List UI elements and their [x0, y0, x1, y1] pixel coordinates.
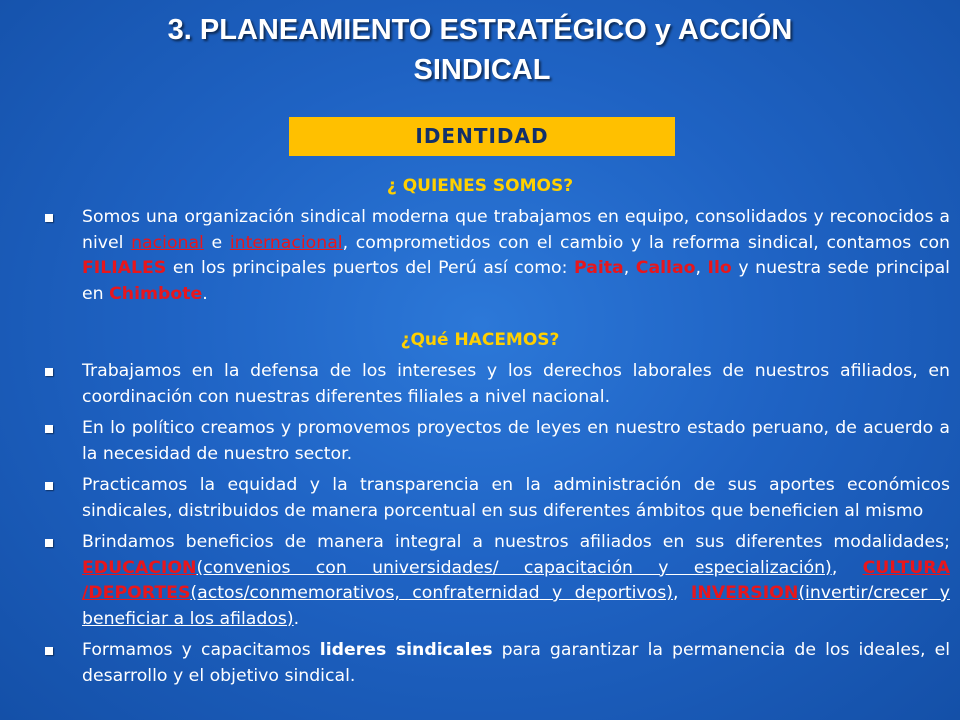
highlight-filiales: FILIALES: [82, 258, 167, 278]
what-bullet-4: [45, 530, 950, 632]
title-line-1: 3. PLANEAMIENTO ESTRATÉGICO y ACCIÓN: [167, 14, 793, 46]
slide-title: [0, 10, 960, 90]
title-line-2: SINDICAL: [413, 54, 551, 86]
text-span: y nuestra sede principal en: [82, 258, 950, 304]
text-span: Formamos y capacitamos: [82, 640, 320, 660]
text-span: ,: [695, 258, 708, 278]
text-span: En lo político creamos y promovemos proyectos de leyes en nuestro estado peruano, de acuerdo a la necesidad de nuestro sector.: [82, 418, 950, 464]
highlight-callao: Callao: [635, 258, 696, 278]
bullet-marker-icon: [45, 214, 53, 222]
bullet-marker-icon: [45, 482, 53, 490]
link-educacion[interactable]: EDUCACION: [82, 557, 197, 578]
who-list: [45, 205, 950, 307]
text-span: ,: [831, 557, 863, 578]
link-cultura-deportes[interactable]: CULTURA /DEPORTES: [82, 557, 950, 603]
bullet-marker-icon: [45, 539, 53, 547]
text-span: .: [293, 608, 300, 629]
text-span: Somos una organización sindical moderna que trabajamos en equipo, consolidados y reconocidos a nivel: [82, 207, 950, 253]
what-bullet-5: [45, 638, 950, 689]
text-span: para garantizar la permanencia de los ideales, el desarrollo y el objetivo sindical.: [82, 640, 951, 686]
bullet-marker-icon: [45, 425, 53, 433]
highlight-ilo: Ilo: [707, 258, 732, 278]
highlight-paita: Paita: [574, 258, 624, 278]
text-span: e: [203, 232, 230, 253]
what-bullet-1: [45, 359, 950, 410]
link-inversion[interactable]: INVERSION: [690, 583, 799, 603]
text-span: , comprometidos con el cambio y la reforma sindical, contamos con: [342, 232, 950, 253]
highlight-chimbote: Chimbote: [109, 283, 203, 304]
link-nacional[interactable]: nacional: [131, 232, 204, 253]
text-span: Brindamos beneficios de manera integral a nuestros afiliados en sus diferentes modalidades;: [82, 532, 950, 552]
bold-text: lideres sindicales: [319, 640, 493, 660]
text-span: (invertir/crecer y beneficiar a los afilados): [82, 583, 951, 629]
who-heading: ¿ QUIENES SOMOS?: [386, 176, 574, 196]
bullet-marker-icon: [45, 368, 53, 376]
text-span: .: [202, 283, 208, 304]
text-span: ,: [672, 583, 691, 603]
bullet-marker-icon: [45, 647, 53, 655]
text-span: (convenios con universidades/ capacitación y especialización): [196, 557, 832, 578]
what-list: [45, 359, 950, 689]
what-bullet-2: [45, 416, 950, 467]
text-span: Trabajamos en la defensa de los intereses y los derechos laborales de nuestros afiliados, en coordinación con nuestras diferentes filiales a nivel nacional.: [82, 361, 950, 407]
link-internacional[interactable]: internacional: [229, 232, 343, 253]
who-bullet: [45, 205, 950, 307]
text-span: (actos/conmemorativos, confraternidad y deportivos): [190, 583, 673, 603]
text-span: en los principales puertos del Perú así como:: [166, 258, 574, 278]
what-bullet-3: [45, 473, 950, 524]
identity-box: IDENTIDAD: [289, 117, 675, 156]
text-span: Practicamos la equidad y la transparencia en la administración de sus aportes económicos sindicales, distribuidos de manera porcentual en sus diferentes ámbitos que beneficien al mismo: [82, 475, 950, 521]
what-heading: ¿Qué HACEMOS?: [400, 330, 560, 350]
text-span: ,: [623, 258, 636, 278]
